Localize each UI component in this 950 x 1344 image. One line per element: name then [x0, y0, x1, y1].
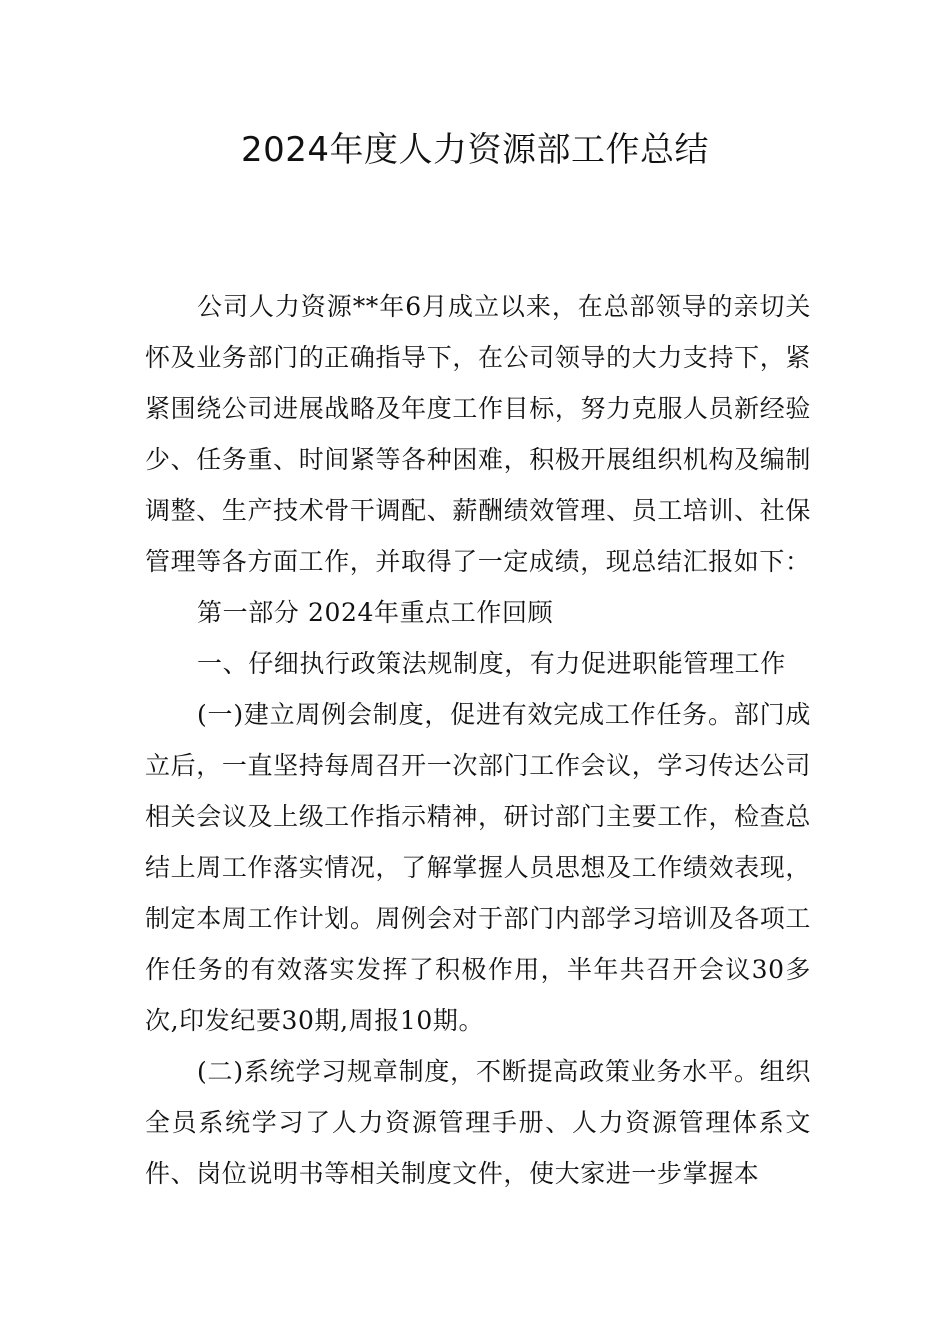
item-2-paragraph: (二)系统学习规章制度，不断提高政策业务水平。组织全员系统学习了人力资源管理手册、人力资源管理体系文件、岗位说明书等相关制度文件，使大家进一步掌握本 — [145, 1057, 811, 1188]
document-title: 2024年度人力资源部工作总结 — [240, 130, 710, 170]
item-1-paragraph: (一)建立周例会制度，促进有效完成工作任务。部门成立后，一直坚持每周召开一次部门工作会议，学习传达公司相关会议及上级工作指示精神，研讨部门主要工作，检查总结上周工作落实情况，了解掌握人员思想及工作绩效表现，制定本周工作计划。周例会对于部门内部学习培训及各项工作任务的有效落实发挥了积极作用，半年共召开会议30多次,印发纪要30期,周报10期。 — [145, 700, 811, 1035]
section-heading: 一、仔细执行政策法规制度，有力促进职能管理工作 — [197, 649, 786, 678]
intro-paragraph: 公司人力资源**年6月成立以来，在总部领导的亲切关怀及业务部门的正确指导下，在公司领导的大力支持下，紧紧围绕公司进展战略及年度工作目标，努力克服人员新经验少、任务重、时间紧等各种困难，积极开展组织机构及编制调整、生产技术骨干调配、薪酬绩效管理、员工培训、社保管理等各方面工作，并取得了一定成绩，现总结汇报如下： — [145, 292, 811, 576]
document-body — [145, 281, 811, 1199]
part-heading: 第一部分 2024年重点工作回顾 — [197, 598, 554, 627]
